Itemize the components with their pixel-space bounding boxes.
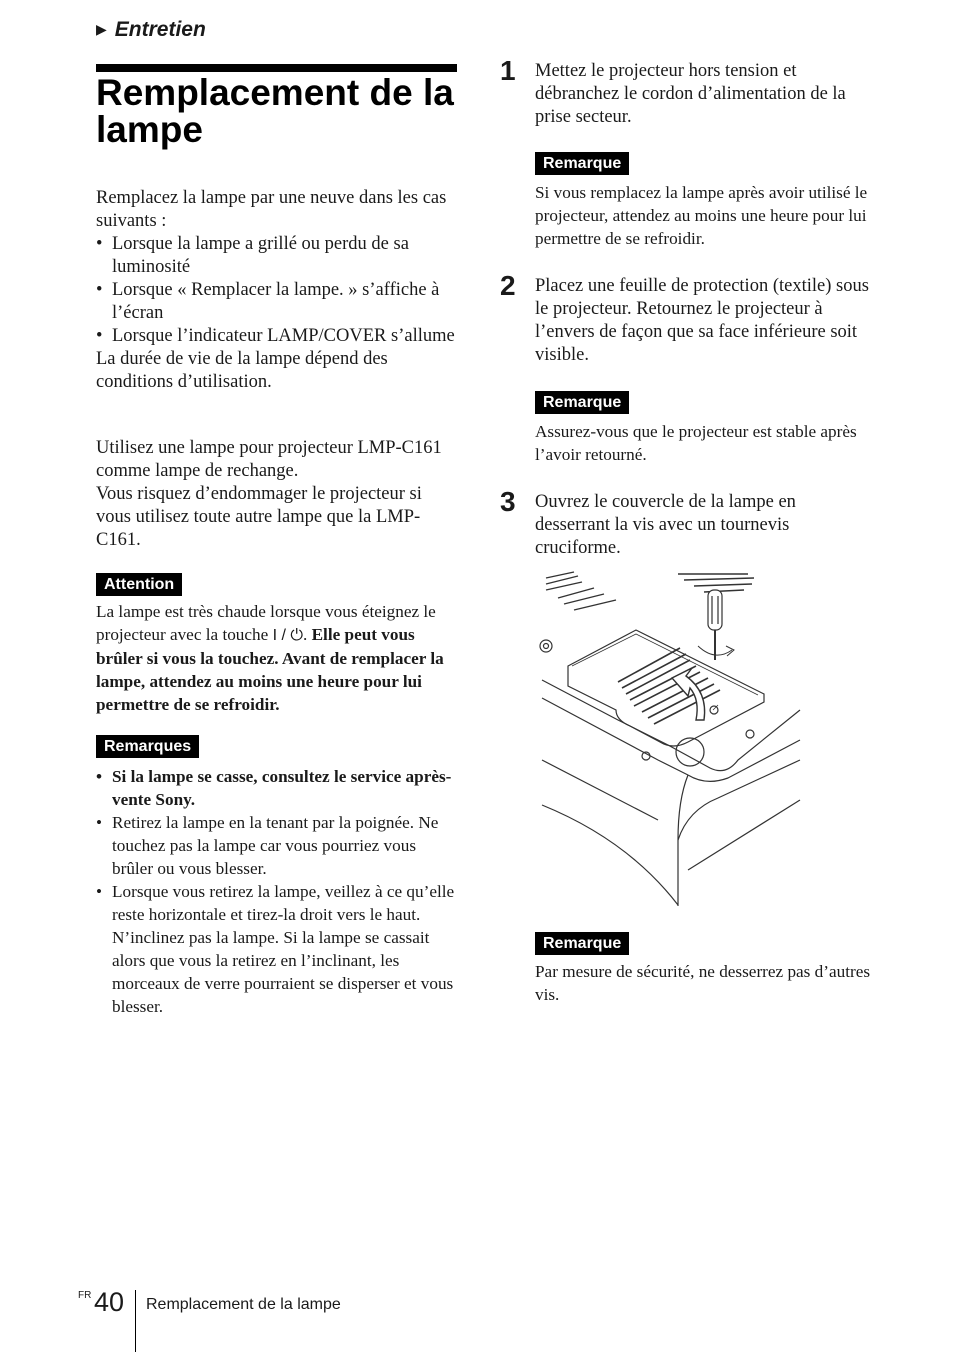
section-label: Entretien [114, 18, 206, 41]
attention-text-block [96, 600, 458, 716]
step-3-note-text: Par mesure de sécurité, ne desserrez pas d’autres vis. [535, 962, 871, 1004]
list-item: • Lorsque la lampe a grillé ou perdu de sa luminosité [96, 233, 458, 279]
step-3-text: Ouvrez le couvercle de la lampe en desserrant la vis avec un tournevis cruciforme. [535, 492, 796, 558]
step-3-note [535, 960, 870, 1006]
step-1-note-text: Si vous remplacez la lampe après avoir utilisé le projecteur, attendez au moins une heure pour lui permettre de se refroidir. [535, 183, 868, 248]
power-key-icon: I / ⏻ [272, 627, 303, 644]
step-2-note-text: Assurez-vous que le projecteur est stable après l’avoir retourné. [535, 422, 857, 464]
list-item: • Retirez la lampe en la tenant par la poignée. Ne touchez pas la lampe car vous pourriez vous brûler ou vous blesser. [96, 811, 458, 880]
projector-lamp-cover-illustration [538, 570, 804, 910]
step-2-text: Placez une feuille de protection (textile) sous le projecteur. Retournez le projecteur à l’envers de façon que sa face inférieure soit visible. [535, 276, 869, 365]
remarque-label: Remarque [535, 391, 629, 414]
remarque-label: Remarque [535, 932, 629, 955]
language-code: FR [78, 1290, 92, 1301]
damage-risk-text: Vous risquez d’endommager le projecteur si vous utilisez toute autre lampe que la LMP-C161. [96, 484, 422, 550]
step-1-text: Mettez le projecteur hors tension et débranchez le cordon d’alimentation de la prise secteur. [535, 61, 846, 127]
step-2-note [535, 420, 870, 466]
page-title: Remplacement de la lampe [96, 72, 454, 150]
list-item: • Si la lampe se casse, consultez le service après-vente Sony. [96, 765, 458, 811]
step-number-3: 3 [500, 486, 516, 517]
attention-label: Attention [96, 573, 182, 596]
section-arrow-icon: ▶ [96, 21, 107, 37]
remarques-label: Remarques [96, 735, 199, 758]
intro-block [96, 187, 458, 394]
remarques-list [96, 765, 458, 1018]
attention-block [96, 573, 182, 596]
remarque-label: Remarque [535, 152, 629, 175]
attention-text [96, 600, 458, 716]
list-item: • Lorsque « Remplacer la lampe. » s’affiche à l’écran [96, 279, 458, 325]
lamp-life-text: La durée de vie de la lampe dépend des conditions d’utilisation. [96, 349, 388, 392]
step-1-note-tag [535, 152, 629, 175]
list-item: • Lorsque l’indicateur LAMP/COVER s’allume [96, 325, 458, 348]
step-number-2: 2 [500, 270, 516, 301]
step-3-note-tag [535, 932, 629, 955]
step-1 [535, 60, 870, 129]
footer-title: Remplacement de la lampe [146, 1296, 341, 1313]
step-number-1: 1 [500, 55, 516, 86]
page-number: 40 [94, 1287, 125, 1317]
attention-period: . [303, 625, 308, 644]
step-2-note-tag [535, 391, 629, 414]
lamp-model-text: Utilisez une lampe pour projecteur LMP-C161 comme lampe de rechange. [96, 438, 442, 481]
step-3 [535, 491, 870, 560]
intro-bullet-list [96, 233, 458, 348]
footer-divider [135, 1290, 136, 1352]
replacement-info [96, 437, 458, 552]
section-heading [96, 18, 206, 42]
intro-text: Remplacez la lampe par une neuve dans les cas suivants : [96, 188, 447, 231]
attention-bold: Elle peut vous brûler si vous la touchez. Avant de remplacer la lampe, attendez au moins une heure pour lui permettre de se refroidir. [96, 625, 444, 714]
step-1-note [535, 181, 870, 250]
step-2 [535, 275, 870, 367]
title-rule [96, 64, 457, 72]
list-item: • Lorsque vous retirez la lampe, veillez à ce qu’elle reste horizontale et tirez-la droit vers le haut. N’inclinez pas la lampe. Si la lampe se cassait alors que vous la retirez en l’inclinant, les morceaux de verre pourraient se disperser et vous blesser. [96, 880, 458, 1018]
remarques-block [96, 735, 199, 758]
attention-normal: La lampe est très chaude lorsque vous éteignez le projecteur avec la touche [96, 602, 436, 644]
